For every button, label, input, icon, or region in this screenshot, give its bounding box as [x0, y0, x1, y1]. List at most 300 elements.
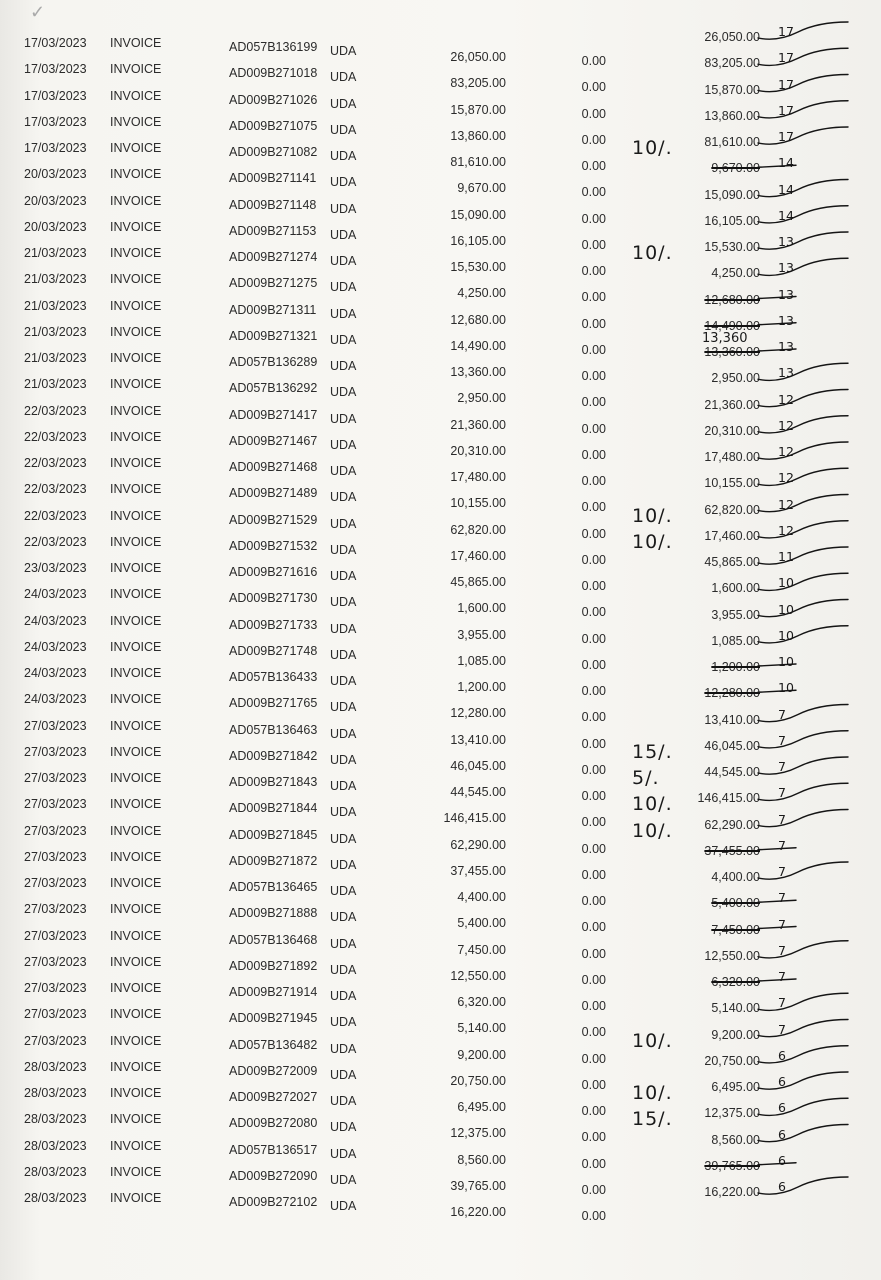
invoice-reference: AD009B271075: [229, 118, 318, 133]
invoice-reference: AD009B271311: [229, 302, 317, 317]
invoice-date: 17/03/2023: [24, 114, 87, 129]
discount-note: 15/.: [632, 1108, 673, 1131]
currency-code: UDA: [330, 280, 357, 295]
currency-code: UDA: [330, 1067, 357, 1082]
balance-amount: 26,050.00: [704, 30, 760, 44]
invoice-amount: 62,820.00: [450, 522, 506, 537]
days-count: 17: [778, 24, 794, 39]
doc-type: INVOICE: [110, 534, 162, 549]
currency-code: UDA: [330, 149, 357, 163]
balance-amount: 20,310.00: [704, 423, 760, 438]
invoice-amount: 62,290.00: [450, 837, 506, 852]
balance-amount: 15,530.00: [704, 240, 760, 254]
days-count: 12: [778, 470, 794, 486]
doc-type: INVOICE: [110, 639, 162, 654]
doc-type: INVOICE: [110, 1112, 162, 1127]
invoice-date: 22/03/2023: [24, 508, 87, 523]
currency-code: UDA: [330, 254, 357, 268]
balance-amount: 5,400.00: [711, 896, 760, 911]
paid-amount: 0.00: [581, 736, 606, 751]
invoice-reference: AD009B271914: [229, 985, 318, 999]
invoice-reference: AD009B271141: [229, 171, 317, 186]
invoice-date: 27/03/2023: [24, 1033, 87, 1048]
invoice-date: 27/03/2023: [24, 981, 87, 995]
paid-amount: 0.00: [581, 185, 606, 200]
days-count: 13: [778, 286, 794, 302]
paid-amount: 0.00: [581, 290, 606, 305]
currency-code: UDA: [330, 595, 357, 610]
paid-amount: 0.00: [581, 474, 606, 488]
invoice-amount: 13,360.00: [450, 365, 506, 379]
days-count: 6: [778, 1074, 786, 1089]
days-count: 12: [778, 522, 794, 538]
doc-type: INVOICE: [110, 902, 162, 917]
balance-amount: 1,200.00: [711, 660, 760, 674]
invoice-reference: AD057B136468: [229, 932, 318, 947]
paid-amount: 0.00: [581, 1182, 606, 1197]
invoice-reference: AD009B271748: [229, 643, 318, 658]
invoice-date: 22/03/2023: [24, 482, 87, 497]
days-count: 10: [778, 680, 794, 696]
paid-amount: 0.00: [581, 762, 606, 777]
doc-type: INVOICE: [110, 954, 162, 969]
invoice-date: 27/03/2023: [24, 744, 87, 759]
days-count: 17: [778, 102, 794, 118]
currency-code: UDA: [330, 831, 357, 846]
days-count: 7: [778, 706, 786, 722]
doc-type: INVOICE: [110, 246, 162, 260]
currency-code: UDA: [330, 700, 357, 715]
correction-note: 13,360: [702, 331, 748, 346]
paid-amount: 0.00: [581, 657, 606, 672]
doc-type: INVOICE: [110, 561, 162, 575]
currency-code: UDA: [330, 752, 357, 767]
currency-code: UDA: [330, 962, 357, 977]
doc-type: INVOICE: [110, 141, 162, 155]
invoice-reference: AD009B271529: [229, 512, 318, 527]
doc-type: INVOICE: [110, 167, 162, 182]
doc-type: INVOICE: [110, 324, 162, 339]
invoice-reference: AD057B136292: [229, 381, 318, 396]
invoice-date: 28/03/2023: [24, 1059, 87, 1074]
days-count: 7: [778, 864, 786, 879]
invoice-date: 22/03/2023: [24, 429, 87, 444]
currency-code: UDA: [330, 884, 357, 898]
balance-amount: 83,205.00: [704, 56, 760, 71]
invoice-reference: AD009B272009: [229, 1063, 318, 1078]
invoice-date: 22/03/2023: [24, 456, 87, 470]
invoice-amount: 4,250.00: [457, 286, 506, 301]
invoice-date: 28/03/2023: [24, 1138, 87, 1153]
paid-amount: 0.00: [581, 1051, 606, 1066]
days-count: 10: [778, 575, 794, 591]
days-count: 7: [778, 942, 786, 958]
discount-note: 10/.: [632, 1029, 673, 1052]
balance-amount: 37,455.00: [704, 843, 760, 858]
days-count: 13: [778, 365, 794, 381]
invoice-date: 28/03/2023: [24, 1112, 87, 1127]
days-count: 13: [778, 312, 794, 328]
invoice-date: 27/03/2023: [24, 928, 87, 943]
currency-code: UDA: [330, 201, 357, 216]
doc-type: INVOICE: [110, 771, 162, 785]
balance-amount: 45,865.00: [704, 555, 760, 569]
invoice-reference: AD009B271467: [229, 433, 318, 448]
days-count: 17: [778, 76, 794, 92]
currency-code: UDA: [330, 1172, 357, 1187]
paid-amount: 0.00: [581, 211, 606, 226]
discount-note: 10/.: [632, 530, 673, 553]
days-count: 14: [778, 155, 794, 171]
discount-note: 10/.: [632, 819, 673, 842]
doc-type: INVOICE: [110, 298, 162, 313]
doc-type: INVOICE: [110, 482, 162, 497]
doc-type: INVOICE: [110, 88, 162, 103]
balance-amount: 6,495.00: [711, 1080, 760, 1094]
invoice-date: 24/03/2023: [24, 639, 87, 654]
invoice-date: 27/03/2023: [24, 849, 87, 864]
days-count: 11: [778, 549, 794, 564]
discount-note: 5/.: [632, 767, 660, 789]
days-count: 12: [778, 391, 794, 407]
doc-type: INVOICE: [110, 1191, 162, 1205]
invoice-amount: 37,455.00: [450, 863, 506, 878]
balance-amount: 46,045.00: [704, 738, 760, 753]
invoice-date: 27/03/2023: [24, 1007, 87, 1022]
invoice-date: 24/03/2023: [24, 666, 87, 680]
invoice-reference: AD009B271845: [229, 827, 318, 842]
paid-amount: 0.00: [581, 106, 606, 121]
discount-note: 10/.: [632, 504, 673, 527]
days-count: 14: [778, 181, 794, 197]
balance-amount: 81,610.00: [704, 135, 760, 149]
days-count: 10: [778, 627, 794, 643]
balance-amount: 62,290.00: [704, 817, 760, 832]
paid-amount: 0.00: [581, 1156, 606, 1171]
paid-amount: 0.00: [581, 867, 606, 882]
invoice-reference: AD009B271616: [229, 565, 318, 579]
paid-amount: 0.00: [581, 815, 606, 830]
invoice-reference: AD009B271026: [229, 92, 318, 107]
invoice-amount: 13,860.00: [450, 128, 506, 143]
invoice-date: 27/03/2023: [24, 718, 87, 733]
balance-amount: 2,950.00: [711, 371, 760, 386]
currency-code: UDA: [330, 411, 357, 426]
currency-code: UDA: [330, 1120, 357, 1135]
invoice-reference: AD009B271844: [229, 801, 318, 816]
invoice-reference: AD009B271842: [229, 748, 318, 763]
invoice-date: 21/03/2023: [24, 298, 87, 313]
paid-amount: 0.00: [581, 920, 606, 935]
currency-code: UDA: [330, 647, 357, 662]
paid-amount: 0.00: [581, 605, 606, 620]
paid-amount: 0.00: [581, 316, 606, 331]
invoice-amount: 10,155.00: [450, 496, 506, 511]
paid-amount: 0.00: [581, 999, 606, 1013]
doc-type: INVOICE: [110, 219, 162, 234]
invoice-reference: AD057B136199: [229, 40, 318, 54]
balance-amount: 12,375.00: [704, 1106, 760, 1121]
currency-code: UDA: [330, 1146, 357, 1161]
invoice-date: 27/03/2023: [24, 902, 87, 917]
currency-code: UDA: [330, 516, 357, 531]
invoice-amount: 1,200.00: [457, 680, 506, 694]
doc-type: INVOICE: [110, 456, 162, 470]
invoice-reference: AD057B136465: [229, 880, 318, 894]
balance-amount: 3,955.00: [711, 607, 760, 622]
doc-type: INVOICE: [110, 1059, 162, 1074]
paid-amount: 0.00: [581, 841, 606, 856]
currency-code: UDA: [330, 44, 357, 58]
balance-amount: 13,860.00: [704, 108, 760, 123]
days-count: 12: [778, 496, 794, 512]
doc-type: INVOICE: [110, 377, 162, 392]
currency-code: UDA: [330, 122, 357, 137]
invoice-reference: AD009B271153: [229, 223, 317, 238]
balance-amount: 1,085.00: [711, 633, 760, 648]
doc-type: INVOICE: [110, 797, 162, 812]
currency-code: UDA: [330, 1015, 357, 1030]
paid-amount: 0.00: [581, 631, 606, 646]
invoice-amount: 21,360.00: [450, 417, 506, 432]
paid-amount: 0.00: [581, 894, 606, 908]
invoice-amount: 81,610.00: [450, 155, 506, 169]
invoice-amount: 7,450.00: [457, 942, 506, 957]
doc-type: INVOICE: [110, 508, 162, 523]
currency-code: UDA: [330, 227, 357, 242]
currency-code: UDA: [330, 464, 357, 478]
balance-amount: 16,105.00: [704, 213, 760, 228]
currency-code: UDA: [330, 910, 357, 925]
balance-amount: 14,490.00: [704, 318, 760, 333]
invoice-date: 27/03/2023: [24, 954, 87, 969]
invoice-amount: 44,545.00: [450, 785, 506, 799]
balance-amount: 44,545.00: [704, 765, 760, 779]
invoice-reference: AD009B271892: [229, 958, 318, 973]
currency-code: UDA: [330, 1199, 357, 1213]
currency-code: UDA: [330, 779, 357, 793]
invoice-amount: 5,140.00: [457, 1021, 506, 1036]
currency-code: UDA: [330, 936, 357, 951]
invoice-reference: AD009B271018: [229, 66, 318, 81]
invoice-reference: AD009B271532: [229, 538, 318, 553]
invoice-date: 20/03/2023: [24, 193, 87, 208]
days-count: 7: [778, 732, 786, 748]
balance-amount: 1,600.00: [711, 581, 760, 596]
doc-type: INVOICE: [110, 666, 162, 680]
days-count: 7: [778, 890, 786, 906]
days-count: 10: [778, 654, 794, 669]
currency-code: UDA: [330, 621, 357, 636]
invoice-reference: AD009B271468: [229, 460, 318, 474]
invoice-amount: 6,320.00: [457, 995, 506, 1009]
invoice-amount: 9,670.00: [457, 181, 506, 196]
paid-amount: 0.00: [581, 447, 606, 462]
invoice-amount: 15,090.00: [450, 207, 506, 222]
doc-type: INVOICE: [110, 429, 162, 444]
invoice-amount: 12,550.00: [450, 968, 506, 983]
doc-type: INVOICE: [110, 193, 162, 208]
currency-code: UDA: [330, 674, 357, 688]
invoice-amount: 15,870.00: [450, 102, 506, 117]
days-count: 13: [778, 260, 794, 276]
invoice-reference: AD009B272102: [229, 1195, 318, 1209]
invoice-amount: 1,085.00: [457, 653, 506, 668]
paid-amount: 0.00: [581, 1209, 606, 1223]
doc-type: INVOICE: [110, 613, 162, 628]
days-count: 12: [778, 417, 794, 433]
invoice-reference: AD009B271765: [229, 696, 318, 711]
invoice-amount: 146,415.00: [443, 811, 506, 826]
invoice-date: 24/03/2023: [24, 613, 87, 628]
balance-amount: 8,560.00: [711, 1132, 760, 1147]
paid-amount: 0.00: [581, 684, 606, 698]
invoice-reference: AD009B271489: [229, 486, 318, 501]
invoice-date: 21/03/2023: [24, 377, 87, 392]
balance-amount: 13,410.00: [704, 712, 760, 727]
invoice-date: 27/03/2023: [24, 876, 87, 890]
invoice-date: 22/03/2023: [24, 403, 87, 418]
paid-amount: 0.00: [581, 579, 606, 593]
balance-amount: 4,400.00: [711, 870, 760, 884]
invoice-date: 27/03/2023: [24, 797, 87, 812]
doc-type: INVOICE: [110, 587, 162, 602]
doc-type: INVOICE: [110, 114, 162, 129]
days-count: 17: [778, 50, 794, 66]
balance-amount: 16,220.00: [704, 1185, 760, 1199]
invoice-reference: AD057B136433: [229, 670, 318, 684]
invoice-reference: AD057B136482: [229, 1037, 318, 1052]
days-count: 12: [778, 444, 794, 459]
invoice-reference: AD009B271733: [229, 617, 318, 632]
paid-amount: 0.00: [581, 789, 606, 803]
invoice-date: 20/03/2023: [24, 219, 87, 234]
days-count: 7: [778, 995, 786, 1011]
balance-amount: 5,140.00: [711, 1001, 760, 1016]
invoice-date: 28/03/2023: [24, 1191, 87, 1205]
doc-type: INVOICE: [110, 1007, 162, 1022]
currency-code: UDA: [330, 569, 357, 583]
invoice-date: 28/03/2023: [24, 1164, 87, 1179]
torn-corner-icon: ✓: [30, 2, 46, 22]
invoice-amount: 8,560.00: [457, 1152, 506, 1167]
days-count: 6: [778, 1100, 786, 1116]
doc-type: INVOICE: [110, 823, 162, 838]
invoice-date: 17/03/2023: [24, 36, 87, 50]
days-count: 6: [778, 1179, 786, 1194]
currency-code: UDA: [330, 1094, 357, 1108]
invoice-reference: AD057B136517: [229, 1142, 318, 1157]
paid-amount: 0.00: [581, 1104, 606, 1118]
invoice-amount: 83,205.00: [450, 76, 506, 91]
invoice-date: 21/03/2023: [24, 351, 87, 365]
invoice-reference: AD057B136289: [229, 355, 318, 369]
paid-amount: 0.00: [581, 972, 606, 987]
invoice-reference: AD009B271321: [229, 328, 318, 343]
invoice-date: 27/03/2023: [24, 771, 87, 785]
discount-note: 10/.: [632, 137, 673, 159]
paid-amount: 0.00: [581, 54, 606, 68]
currency-code: UDA: [330, 1041, 357, 1056]
balance-amount: 7,450.00: [711, 922, 760, 937]
invoice-amount: 15,530.00: [450, 260, 506, 274]
balance-amount: 15,870.00: [704, 82, 760, 97]
currency-code: UDA: [330, 70, 357, 85]
invoice-reference: AD009B272080: [229, 1116, 318, 1131]
days-count: 7: [778, 969, 786, 984]
balance-amount: 21,360.00: [704, 397, 760, 412]
paid-amount: 0.00: [581, 264, 606, 278]
invoice-amount: 14,490.00: [450, 338, 506, 353]
invoice-date: 17/03/2023: [24, 141, 87, 155]
balance-amount: 17,460.00: [704, 528, 760, 543]
invoice-amount: 2,950.00: [457, 391, 506, 406]
days-count: 6: [778, 1126, 786, 1142]
balance-amount: 17,480.00: [704, 450, 760, 464]
invoice-reference: AD009B271082: [229, 145, 318, 159]
invoice-reference: AD009B272027: [229, 1090, 318, 1104]
balance-amount: 6,320.00: [711, 975, 760, 989]
invoice-reference: AD009B272090: [229, 1168, 318, 1183]
invoice-amount: 1,600.00: [457, 601, 506, 616]
discount-note: 10/.: [632, 793, 673, 816]
balance-amount: 146,415.00: [697, 791, 760, 806]
invoice-date: 20/03/2023: [24, 167, 87, 182]
currency-code: UDA: [330, 306, 357, 321]
doc-type: INVOICE: [110, 62, 162, 77]
days-count: 7: [778, 1021, 786, 1037]
days-count: 13: [778, 234, 794, 249]
days-count: 14: [778, 207, 794, 223]
invoice-date: 21/03/2023: [24, 246, 87, 260]
invoice-amount: 12,280.00: [450, 706, 506, 721]
paid-amount: 0.00: [581, 500, 606, 515]
doc-type: INVOICE: [110, 403, 162, 418]
invoice-reference: AD057B136463: [229, 722, 318, 737]
doc-type: INVOICE: [110, 981, 162, 995]
paid-amount: 0.00: [581, 526, 606, 541]
paid-amount: 0.00: [581, 132, 606, 147]
balance-amount: 13,360.00: [704, 345, 760, 359]
days-count: 7: [778, 785, 786, 801]
invoice-reference: AD009B271872: [229, 853, 318, 868]
invoice-amount: 9,200.00: [457, 1047, 506, 1062]
discount-note: 10/.: [632, 242, 673, 264]
currency-code: UDA: [330, 726, 357, 741]
doc-type: INVOICE: [110, 1138, 162, 1153]
currency-code: UDA: [330, 359, 357, 373]
invoice-date: 17/03/2023: [24, 88, 87, 103]
currency-code: UDA: [330, 989, 357, 1003]
invoice-date: 27/03/2023: [24, 823, 87, 838]
doc-type: INVOICE: [110, 876, 162, 890]
invoice-date: 17/03/2023: [24, 62, 87, 77]
days-count: 17: [778, 129, 794, 144]
days-count: 7: [778, 916, 786, 932]
currency-code: UDA: [330, 385, 357, 400]
invoice-amount: 20,750.00: [450, 1073, 506, 1088]
invoice-reference: AD009B271275: [229, 276, 318, 291]
invoice-reference: AD009B271730: [229, 591, 318, 606]
invoice-date: 21/03/2023: [24, 324, 87, 339]
invoice-amount: 12,680.00: [450, 312, 506, 327]
invoice-amount: 5,400.00: [457, 916, 506, 931]
currency-code: UDA: [330, 490, 357, 505]
invoice-amount: 45,865.00: [450, 575, 506, 589]
invoice-reference: AD009B271274: [229, 250, 318, 264]
balance-amount: 9,670.00: [711, 161, 760, 176]
invoice-amount: 16,220.00: [450, 1205, 506, 1219]
